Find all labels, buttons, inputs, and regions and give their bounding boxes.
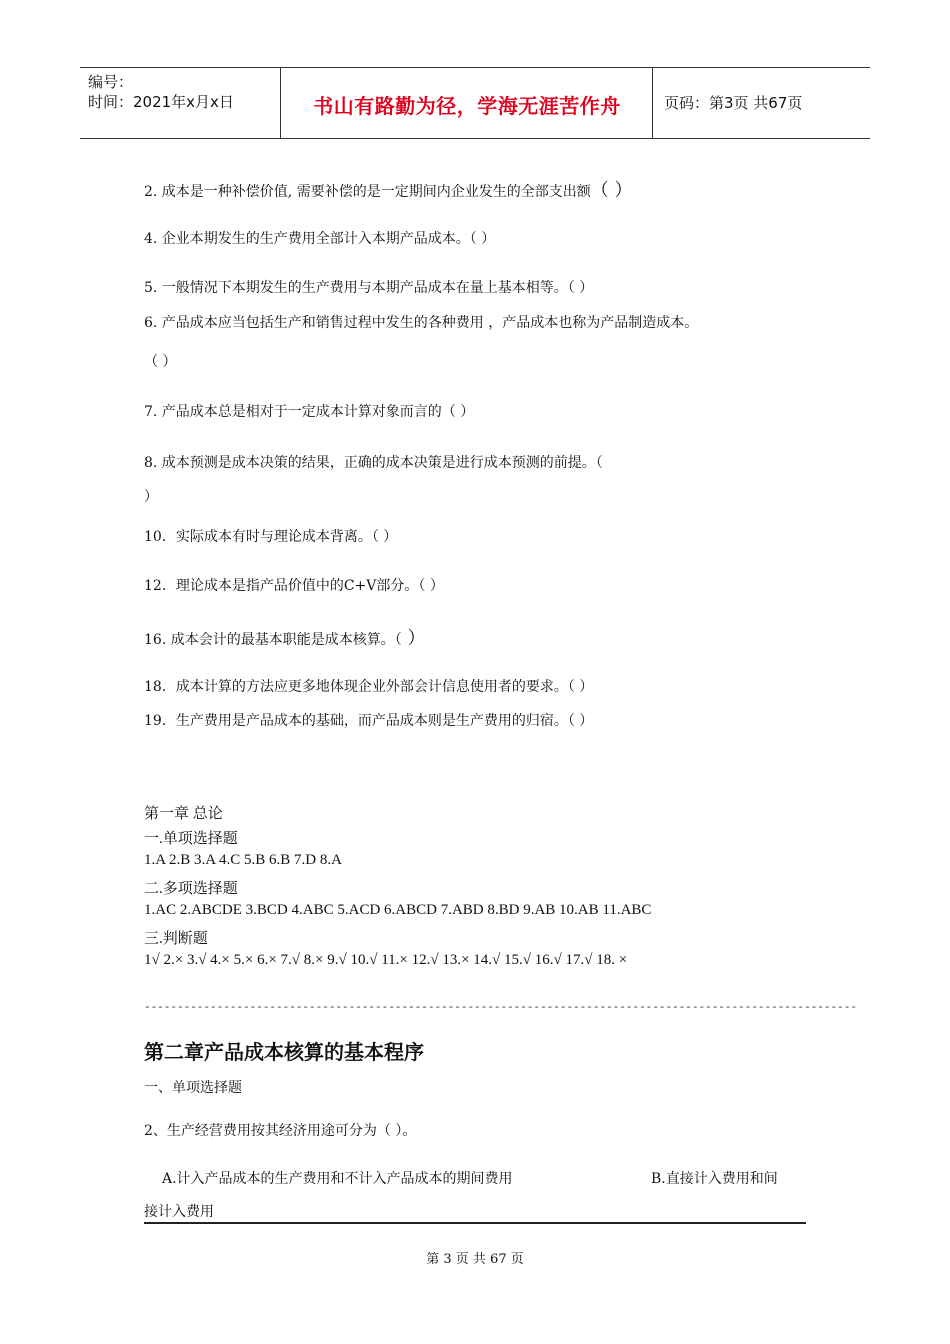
header-page-label: 页码：第3页 共67页: [664, 94, 803, 112]
answers-section-1-values: 1.A 2.B 3.A 4.C 5.B 6.B 7.D 8.A: [144, 852, 342, 868]
separator-line: ------------------------------------------------------------------------------------------------------------: [144, 1002, 857, 1014]
question-19: 19．生产费用是产品成本的基础，而产品成本则是生产费用的归宿。（ ）: [144, 713, 594, 729]
chapter-2-section: 一、单项选择题: [144, 1080, 242, 1096]
answers-section-1: 一.单项选择题: [144, 831, 238, 847]
chapter-2-title: 第二章产品成本核算的基本程序: [144, 1040, 424, 1064]
header-meta: [88, 72, 234, 112]
answers-section-2: 二.多项选择题: [144, 881, 238, 897]
page-footer: 第 3 页 共 67 页: [426, 1252, 524, 1267]
option-a: A.计入产品成本的生产费用和不计入产品成本的期间费用: [162, 1171, 513, 1187]
date-label: 时间：2021年x月x日: [88, 93, 234, 111]
header-divider: [280, 68, 281, 138]
question-6-paren: （ ）: [144, 354, 177, 370]
question-7: 7. 产品成本总是相对于一定成本计算对象而言的（ ）: [144, 404, 475, 420]
chapter-2-question-2: 2、生产经营费用按其经济用途可分为（ ）。: [144, 1123, 417, 1139]
answers-chapter: 第一章 总论: [144, 806, 223, 822]
option-b: B.直接计入费用和间: [651, 1171, 778, 1187]
bottom-rule: [144, 1222, 806, 1224]
question-18: 18．成本计算的方法应更多地体现企业外部会计信息使用者的要求。（ ）: [144, 679, 594, 695]
question-16: 16. 成本会计的最基本职能是成本核算。（ ）: [144, 628, 426, 649]
question-5: 5. 一般情况下本期发生的生产费用与本期产品成本在量上基本相等。（ ）: [144, 280, 594, 296]
answers-section-2-values: 1.AC 2.ABCDE 3.BCD 4.ABC 5.ACD 6.ABCD 7.ABD 8.BD 9.AB 10.AB 11.ABC: [144, 902, 652, 918]
option-b-continued: 接计入费用: [144, 1204, 214, 1220]
header-divider: [652, 68, 653, 138]
question-2: 2. 成本是一种补偿价值, 需要补偿的是一定期间内企业发生的全部支出额（ ）: [144, 180, 633, 201]
question-10: 10．实际成本有时与理论成本背离。（ ）: [144, 529, 398, 545]
question-12: 12．理论成本是指产品价值中的C+V部分。（ ）: [144, 578, 444, 594]
answers-section-3-values: 1√ 2.× 3.√ 4.× 5.× 6.× 7.√ 8.× 9.√ 10.√ 11.× 12.√ 13.× 14.√ 15.√ 16.√ 17.√ 18. ×: [144, 952, 628, 968]
page-header: [80, 67, 870, 139]
question-4: 4. 企业本期发生的生产费用全部计入本期产品成本。（ ）: [144, 231, 496, 247]
question-8: 8. 成本预测是成本决策的结果，正确的成本决策是进行成本预测的前提。（: [144, 455, 603, 471]
answers-section-3: 三.判断题: [144, 931, 208, 947]
header-motto: 书山有路勤为径，学海无涯苦作舟: [313, 94, 621, 118]
question-6: 6. 产品成本应当包括生产和销售过程中发生的各种费用 ，产品成本也称为产品制造成本。: [144, 315, 699, 331]
number-label: 编号：: [88, 73, 134, 91]
question-8-paren: ）: [144, 489, 158, 505]
